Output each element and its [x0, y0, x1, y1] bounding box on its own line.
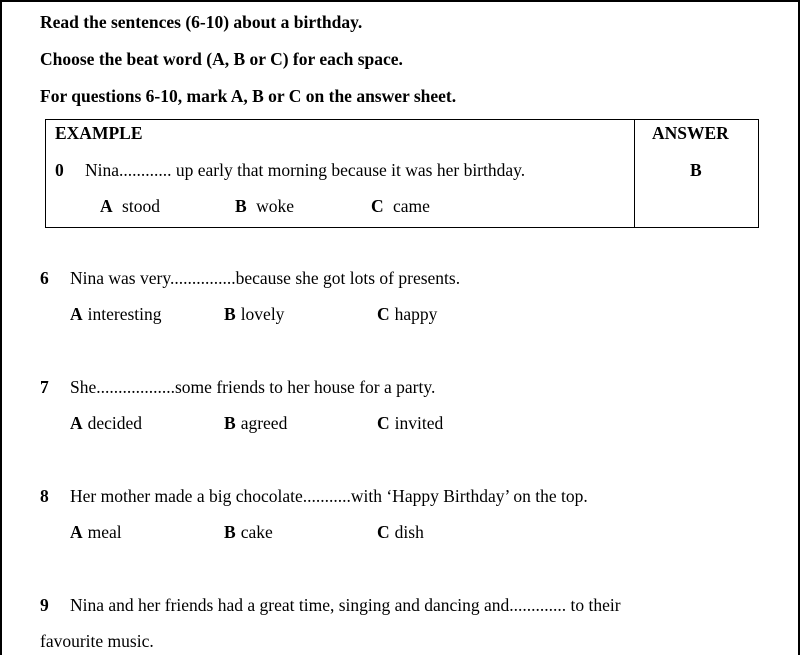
example-table-divider	[634, 120, 635, 227]
question-9-number: 9	[40, 595, 49, 615]
question-6-option-c	[377, 304, 437, 325]
example-answer: B	[690, 160, 702, 180]
question-7-option-a	[70, 413, 142, 434]
option-text: dish	[394, 522, 424, 542]
option-letter: B	[224, 304, 236, 324]
option-letter: A	[70, 522, 83, 542]
option-text: interesting	[87, 304, 162, 324]
question-9-continuation: favourite music.	[40, 631, 154, 651]
option-letter: C	[377, 304, 390, 324]
option-letter: A	[70, 304, 83, 324]
option-text: meal	[87, 522, 122, 542]
question-8-option-a	[70, 522, 122, 543]
instruction-line-1: Read the sentences (6-10) about a birthday.	[40, 12, 363, 32]
question-7-number: 7	[40, 377, 49, 397]
option-letter: C	[371, 196, 384, 216]
option-text: woke	[256, 196, 294, 216]
question-7-option-c	[377, 413, 443, 434]
option-text: agreed	[240, 413, 288, 433]
option-text: cake	[240, 522, 273, 542]
option-text: lovely	[240, 304, 285, 324]
option-letter: C	[377, 413, 390, 433]
question-8-option-c	[377, 522, 424, 543]
option-letter: B	[235, 196, 247, 216]
question-7-sentence: She..................some friends to her house for a party.	[70, 377, 436, 397]
option-text: invited	[394, 413, 444, 433]
example-option-b	[235, 196, 294, 217]
instruction-line-3: For questions 6-10, mark A, B or C on the answer sheet.	[40, 86, 457, 106]
answer-header: ANSWER	[652, 123, 729, 143]
example-sentence: Nina............ up early that morning because it was her birthday.	[85, 160, 526, 180]
example-table	[45, 119, 759, 228]
option-letter: A	[70, 413, 83, 433]
example-header: EXAMPLE	[55, 123, 143, 143]
option-text: stood	[122, 196, 160, 216]
option-letter: B	[224, 413, 236, 433]
instruction-line-2: Choose the beat word (A, B or C) for each space.	[40, 49, 403, 69]
option-text: happy	[394, 304, 438, 324]
option-text: came	[393, 196, 430, 216]
question-8-number: 8	[40, 486, 49, 506]
question-9-sentence: Nina and her friends had a great time, singing and dancing and............. to their	[70, 595, 621, 615]
option-letter: A	[100, 196, 113, 216]
example-number: 0	[55, 160, 64, 180]
option-text: decided	[87, 413, 143, 433]
example-option-c	[371, 196, 430, 217]
example-option-a	[100, 196, 160, 217]
question-6-number: 6	[40, 268, 49, 288]
question-6-option-a	[70, 304, 162, 325]
question-7-option-b	[224, 413, 287, 434]
option-letter: C	[377, 522, 390, 542]
question-6-sentence: Nina was very...............because she got lots of presents.	[70, 268, 461, 288]
question-8-option-b	[224, 522, 273, 543]
question-6-option-b	[224, 304, 284, 325]
option-letter: B	[224, 522, 236, 542]
question-8-sentence: Her mother made a big chocolate...........with ‘Happy Birthday’ on the top.	[70, 486, 588, 506]
